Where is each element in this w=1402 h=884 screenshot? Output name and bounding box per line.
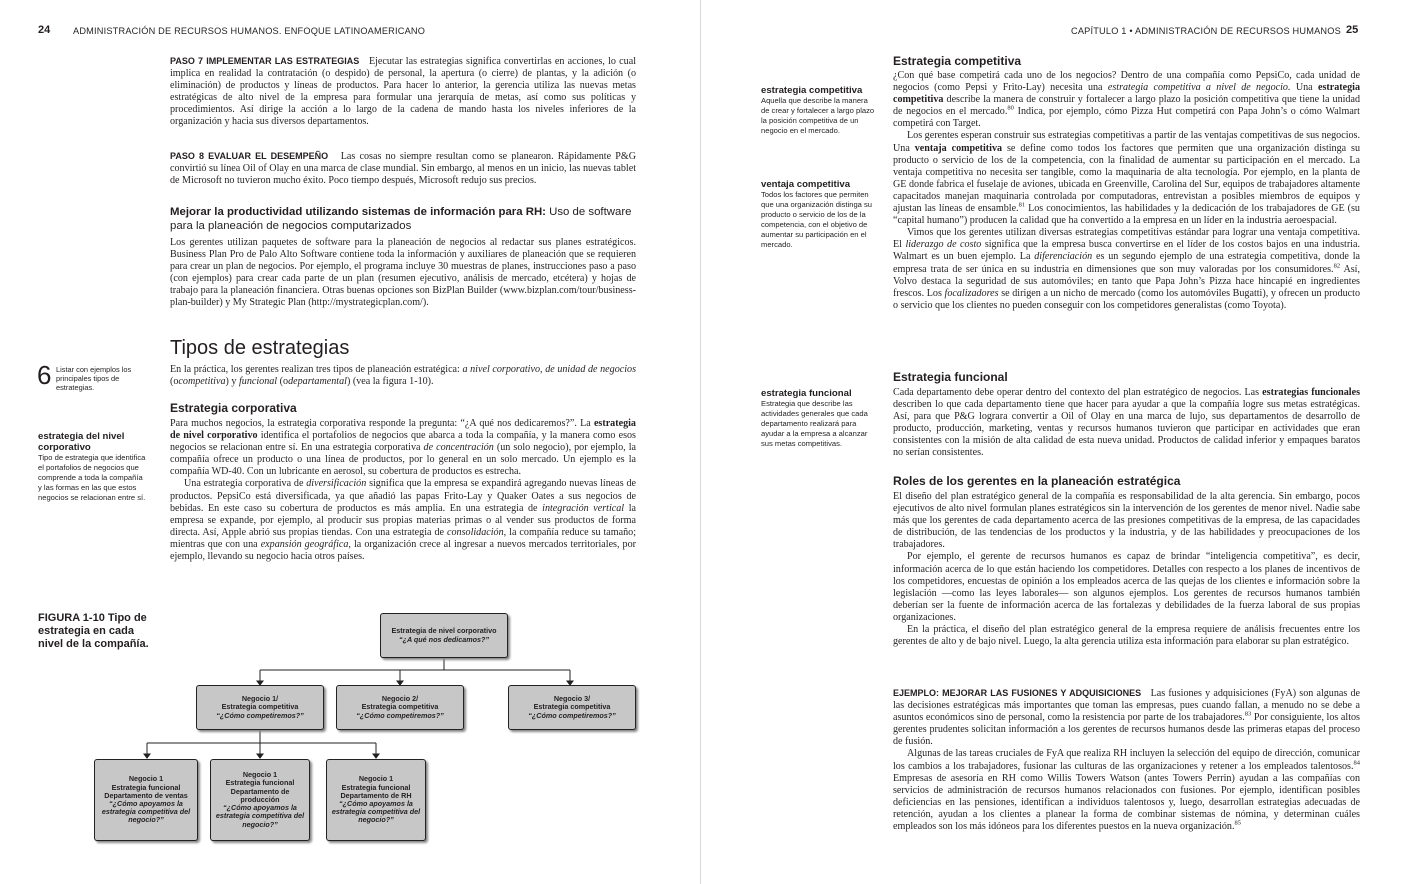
node-question: “¿Cómo competiremos?”	[356, 710, 444, 720]
node-sublabel: Estrategia funcional	[111, 782, 181, 792]
competitive-p3-f: Así, Volvo destaca la seguridad de sus automóviles; en tanto que Papa John’s Pizza hace hincapié en ingredientes frescos. Los	[893, 263, 1360, 299]
competitive-p3-c: significa que la empresa busca convertirse en el líder de los costos bajos en una industria. Walmart es un buen ejemplo. La	[893, 239, 1360, 263]
step7-text: Ejecutar las estrategias significa convertirlas en acciones, lo cual implica en realidad la contratación (o despido) de personal, la apertura (o cierre) de plantas, y la adición (o eliminación) de productos y líneas de productos. Para hacer lo anterior, la gerencia utiliza las nuevas metas estratégicas de alto nivel de la empresa para formular una jerarquía de metas, así como sus políticas y procedimientos. Así dirige la acción a lo largo de la cadena de mando hasta los niveles inferiores de la organización y hacia sus diversos departamentos.	[170, 56, 636, 128]
types-intro-departmental: departamental	[288, 376, 347, 388]
competitive-p2-d: Los conocimientos, las habilidades y la dedicación de los trabajadores de GE (su “capital humano”) producen la calidad que ha convertido a la empresa en un líder en la industria aeroespacial.	[893, 203, 1360, 227]
node-business-2	[336, 685, 464, 730]
node-department: Departamento de RH	[340, 790, 412, 800]
right-running-header: CAPÍTULO 1 • ADMINISTRACIÓN DE RECURSOS HUMANOS	[1071, 26, 1341, 36]
glossary-term: ventaja competitiva	[761, 179, 851, 190]
roles-text	[893, 491, 1360, 648]
corporate-p2-i: , la organización crece al ingresar a nuevos mercados territoriales, por ejemplo, llevando su negocio hacia otros países.	[170, 538, 637, 563]
glossary-term: estrategia del nivel corporativo	[38, 431, 125, 453]
arrow-head	[373, 754, 379, 758]
node-label: Estrategia de nivel corporativo	[391, 626, 497, 636]
arrow-head	[144, 754, 150, 758]
node-function-production	[210, 759, 310, 841]
footnote-ref: 85	[1234, 819, 1242, 827]
mergers-p2-b: Empresas de asesoría en RH como Willis Towers Watson (antes Towers Perrin) ayudan a las compañías con servicios de administración de recursos humanos relacionados con fusiones. Por ejemplo, identifican posibles deficiencias en las pensiones, identifican a individuos talentosos y, luego, desarrollan estrategias adecuadas de retención, ayudan a los clientes a planear la forma de combinar sistemas de nómina, y determinan cuáles empleados son los más idóneos para los diferentes puestos en la nueva organización.	[893, 772, 1360, 833]
node-label: Negocio 3/	[553, 694, 591, 704]
glossary-definition: Tipo de estrategia que identifica el portafolios de negocios que comprende a toda la compañía y las formas en las que estos negocios se relacionan entre sí.	[38, 453, 146, 502]
corporate-p1-a: Para muchos negocios, la estrategia corporativa responde la pregunta: “¿A qué nos dedicaremos?”. La	[170, 418, 591, 429]
node-department: Departamento de ventas	[104, 790, 188, 800]
footnote-ref: 81	[1018, 201, 1026, 209]
mergers-text	[893, 687, 1360, 833]
competitive-p1-term: estrategia competitiva	[893, 82, 1361, 106]
footnote-ref: 84	[1353, 759, 1360, 767]
glossary-definition: Aquella que describe la manera de crear y fortalecer a largo plazo la posición competitiva de un negocio en el mercado.	[761, 96, 875, 135]
functional-heading: Estrategia funcional	[893, 370, 1008, 384]
glossary-definition: Estrategia que describe las actividades generales que cada departamento realizará para ayudar a la empresa a alcanzar sus metas competitivas.	[761, 399, 868, 448]
productivity-paragraph: Los gerentes utilizan paquetes de software para la planeación de negocios al redactar sus planes estratégicos. Business Plan Pro de Palo Alto Software contiene toda la información y auxiliares de planeación que se requieren para crear un plan de negocios. Por ejemplo, el programa incluye 30 muestras de planes, instrucciones paso a paso (con ejemplos) para crear cada parte de un plan (resumen ejecutivo, análisis de mercado, etcétera) y hojas de trabajo para la planeación financiera. Otras buenas opciones son BizPlan Builder (www.bizplan.com/tour/business-plan-builder) y My Strategic Plan (http://mystrategicplan.com/).	[170, 237, 636, 309]
node-label: Negocio 1/	[241, 694, 279, 704]
glossary-term: estrategia funcional	[761, 388, 852, 399]
competitive-heading: Estrategia competitiva	[893, 54, 1022, 68]
functional-text	[893, 387, 1360, 460]
node-function-hr	[326, 759, 426, 841]
node-question: “¿Cómo apoyamos la estrategia competitiva del negocio?”	[215, 803, 305, 829]
corporate-p2-geographic: expansión geográfica	[260, 538, 349, 550]
competitive-p2-term: ventaja competitiva	[914, 142, 1003, 154]
corporate-p1-term: estrategia de nivel corporativo	[170, 418, 636, 442]
competitive-p2-c: se define como todos los factores que permiten que una organización distinga su producto o servicio de los de la competencia, con la finalidad de aumentar su participación en el mercado. La ventaja competitiva no necesita ser tangible, como la maquinaria de alta tecnología. Por ejemplo, en la planta de GE donde fabrica el fuselaje de aviones, ubicada en Greenville, Carolina del Sur, equipos de trabajadores altamente capacitados manejan maquinaria controlada por computadoras, entrevistan a posibles miembros de equipos y ajustan las líneas de ensamble.	[893, 142, 1361, 215]
right-page	[702, 0, 1402, 884]
types-intro-text: En la práctica, los gerentes realizan tres tipos de planeación estratégica:	[170, 364, 460, 375]
corporate-p1-concentration: de concentración	[423, 442, 494, 454]
competitive-p2-a: Los gerentes esperan construir sus estrategias competitivas a partir de las ventajas competitivas de sus negocios. Una	[893, 130, 1360, 154]
footnote-ref: 83	[1244, 710, 1252, 718]
competitive-p3-differentiation: diferenciación	[1034, 251, 1093, 263]
mergers-p1-b: Por consiguiente, los altos gerentes prudentes solicitan información a los gerentes de recursos humanos desde las primeras etapas del proceso de fusión.	[893, 712, 1360, 748]
types-intro-functional: funcional	[238, 376, 278, 388]
step7-heading: PASO 7 IMPLEMENTAR LAS ESTRATEGIAS	[170, 56, 360, 66]
glossary-competitive-strategy	[761, 85, 875, 136]
glossary-competitive-advantage	[761, 179, 879, 250]
step8-heading: PASO 8 EVALUAR EL DESEMPEÑO	[170, 151, 329, 161]
types-intro-competitive: competitiva	[178, 376, 226, 388]
node-question: “¿Cómo apoyamos la estrategia competitiva del negocio?”	[101, 799, 191, 825]
competitive-p3-e: es un segundo ejemplo de una estrategia competitiva, donde la empresa trata de ser única en su industria en dimensiones que son muy valoradas por los consumidores.	[893, 251, 1360, 275]
types-intro-business-unit: de unidad de negocios	[545, 364, 637, 375]
roles-p3: En la práctica, el diseño del plan estratégico general de la empresa requiere de análisis frecuentes entre los gerentes de alto y de bajo nivel. Luego, la alta gerencia utiliza esta información para elaborar su plan estratégico.	[893, 624, 1360, 648]
step8-text: Las cosas no siempre resultan como se planearon. Rápidamente P&G convirtió su línea Oil of Olay en una marca de clase mundial. Sin embargo, al menos en un inicio, las nuevas tablet de Microsoft no tuvieron mucho éxito. Poco tiempo después, Microsoft redujo sus precios.	[170, 151, 637, 187]
page-gutter	[700, 0, 701, 884]
footnote-ref: 80	[1007, 104, 1014, 112]
competitive-p3-a: Vimos que los gerentes utilizan diversas estrategias competitivas estándar para lograr una ventaja competitiva. El	[893, 227, 1360, 251]
competitive-p3-focusers: focalizadores	[944, 287, 999, 299]
competitive-p1-a: ¿Con qué base competirá cada uno de los negocios? Dentro de una compañía como PepsiCo, cada unidad de negocios (como Pepsi y Frito-Lay) necesita una	[893, 70, 1360, 94]
corporate-p2-vertical: integración vertical	[542, 502, 625, 514]
node-business-3	[508, 685, 636, 730]
corporate-p2-e: la empresa se expande, por ejemplo, al producir sus propias materias primas o al vender sus productos de forma directa. Así, Apple abrió sus propias tiendas. Con una estrategia de	[170, 502, 636, 538]
competitive-p1-business-level: estrategia competitiva a nivel de negocio.	[1107, 82, 1291, 94]
types-intro-and: ) y	[225, 376, 237, 388]
types-intro-ref: ) (vea la figura 1-10).	[346, 376, 434, 388]
competitive-p1-f: Indica, por ejemplo, cómo Pizza Hut competirá con Papa John’s o cómo Walmart competirá con Target.	[893, 106, 1360, 130]
node-sublabel: Estrategia competitiva	[533, 702, 611, 712]
figure-caption: FIGURA 1-10 Tipo de estrategia en cada nivel de la compañía.	[38, 612, 149, 650]
glossary-definition: Todos los factores que permiten que una organización distinga su producto o servicio de los de la competencia, con el objetivo de aumentar su participación en el mercado.	[761, 190, 873, 249]
node-label: Negocio 2/	[381, 694, 419, 704]
roles-p1: El diseño del plan estratégico general de la compañía es responsabilidad de la alta gerencia. Sin embargo, pocos ejecutivos de alto nivel formulan planes estratégicos sin la intervención de los gerentes de menor nivel. Nadie sabe más que los gerentes de cada departamento acerca de las presiones competitivas de la empresa, de las capacidades de distribución, de las tendencias de los productos y la industria, y de las habilidades y preocupaciones de los trabajadores.	[893, 491, 1360, 551]
left-page	[0, 0, 700, 884]
corporate-p2-a: Una estrategia corporativa de	[184, 478, 304, 490]
objective-text: Listar con ejemplos los principales tipos de estrategias.	[56, 365, 132, 392]
functional-p1-a: Cada departamento debe operar dentro del contexto del plan estratégico de negocios. Las	[893, 387, 1260, 398]
types-intro-comma: ,	[540, 364, 543, 375]
objective-number: 6	[37, 360, 52, 390]
node-business-1	[196, 685, 324, 730]
functional-p1-c: describen lo que cada departamento tiene que hacer para ayudar a que la compañía logre sus metas estratégicas. Así, para que P&G lograra convertir a Oil of Olay en una marca de lujo, sus departamentos de desarrollo de producto, producción, marketing, ventas y recursos humanos tuvieron que participar en actividades que eran consistentes con la misión de alta calidad de esta nueva unidad. Productos de calidad inferior y empaques baratos no serían consistentes.	[893, 399, 1360, 459]
competitive-p3-h: se dirigen a un nicho de mercado (como los automóviles Bugatti), y ofrecen un producto o servicio que los clientes no pueden conseguir con los competidores generalistas (como Toyota).	[893, 287, 1361, 311]
functional-p1-term: estrategias funcionales	[1262, 387, 1360, 398]
productivity-heading-bold: Mejorar la productividad utilizando sistemas de información para RH:	[170, 206, 546, 218]
left-running-header: ADMINISTRACIÓN DE RECURSOS HUMANOS. ENFOQUE LATINOAMERICANO	[73, 26, 426, 36]
mergers-heading: EJEMPLO: MEJORAR LAS FUSIONES Y ADQUISICIONES	[893, 688, 1142, 698]
glossary-functional-strategy	[761, 388, 873, 449]
glossary-term: estrategia competitiva	[761, 85, 863, 96]
roles-p2: Por ejemplo, el gerente de recursos humanos es capaz de brindar “inteligencia competitiva”, es decir, información acerca de lo que están haciendo los competidores. Detalles con respecto a los planes de incentivos de los competidores, encuestas de opinión a los empleados acerca de las quejas de los clientes e información sobre la legislación —como las leyes laborales— son algunos ejemplos. Los gerentes de recursos humanos también deberían ser la fuente de información acerca de las fortalezas y debilidades de la fuerza laboral de sus propias organizaciones.	[893, 551, 1360, 623]
node-question: “¿Cómo competiremos?”	[528, 710, 616, 720]
corporate-p2-g: , la compañía reduce su tamaño; mientras que con una	[170, 526, 637, 550]
node-sublabel: Estrategia competitiva	[361, 702, 439, 712]
node-label: Negocio 1	[128, 774, 164, 784]
arrow-head	[257, 754, 263, 758]
section-title: Tipos de estrategias	[170, 337, 350, 359]
figure-1-10-diagram	[0, 0, 700, 884]
footnote-ref: 82	[1333, 262, 1341, 270]
right-page-number: 25	[1346, 24, 1359, 36]
node-sublabel: Estrategia competitiva	[221, 702, 299, 712]
mergers-p2-a: Algunas de las tareas cruciales de FyA que realiza RH incluyen la selección del equipo de dirección, comunicar los cambios a los trabajadores, fusionar las culturas de las organizaciones y retener a los empleados talentosos.	[893, 748, 1360, 772]
competitive-text	[893, 70, 1360, 312]
node-sublabel: Estrategia funcional	[341, 782, 411, 792]
corporate-p1-e: (un solo negocio), por ejemplo, la compañía ofrece un producto o una línea de productos, por lo general en un solo mercado. Un ejemplo es la compañía WD-40. Con un lubricante en aerosol, su cobertura de productos es estrecha.	[170, 442, 636, 478]
node-sublabel: Estrategia funcional	[225, 778, 295, 788]
node-department: Departamento de producción	[230, 786, 290, 804]
node-function-sales	[94, 759, 198, 841]
corporate-heading: Estrategia corporativa	[170, 401, 297, 415]
node-label: Negocio 1	[242, 770, 278, 780]
corporate-p2-consolidation: consolidación	[447, 526, 504, 538]
competitive-p3-cost-leadership: liderazgo de costo	[905, 239, 982, 251]
productivity-heading-rest: Uso de software para la planeación de negocios computarizados	[170, 206, 632, 232]
types-intro-paren2: (o	[279, 376, 289, 388]
node-corporate-strategy	[380, 613, 508, 658]
node-question: “¿Cómo apoyamos la estrategia competitiva del negocio?”	[331, 799, 421, 825]
mergers-p1-a: Las fusiones y adquisiciones (FyA) son algunas de las decisiones estratégicas más importantes que toman las empresas, pues cuando fallan, a menudo no se debe a asuntos económicos sino de personal, como la resistencia por parte de los trabajadores.	[893, 688, 1360, 724]
node-label: Negocio 1	[358, 774, 394, 784]
figure-connectors	[0, 0, 700, 884]
competitive-p1-e: describe la manera de construir y fortalecer a largo plazo la posición competitiva que tiene la unidad de negocios en el mercado.	[893, 94, 1360, 118]
types-intro-corporate: a nivel corporativo	[462, 364, 541, 375]
node-question: “¿A qué nos dedicamos?”	[399, 634, 489, 644]
corporate-p2-diversification: diversificación	[306, 478, 367, 490]
roles-heading: Roles de los gerentes en la planeación estratégica	[893, 474, 1181, 488]
corporate-p2-c: significa que la empresa se expandirá agregando nuevas líneas de productos. PepsiCo está diversificada, ya que añadió las papas Frito-Lay y Quaker Oates a sus negocios de bebidas. En este caso su cobertura de productos es más amplia. En una estrategia de	[170, 478, 637, 514]
types-intro-paren: (o	[170, 376, 179, 388]
competitive-p1-c: Una	[1295, 82, 1313, 94]
corporate-p1-c: identifica el portafolios de negocios que abarca a toda la compañía, y la manera como esos negocios se relacionan entre sí. En una estrategia corporativa	[170, 430, 636, 454]
left-page-number: 24	[38, 24, 51, 36]
node-question: “¿Cómo competiremos?”	[216, 710, 304, 720]
